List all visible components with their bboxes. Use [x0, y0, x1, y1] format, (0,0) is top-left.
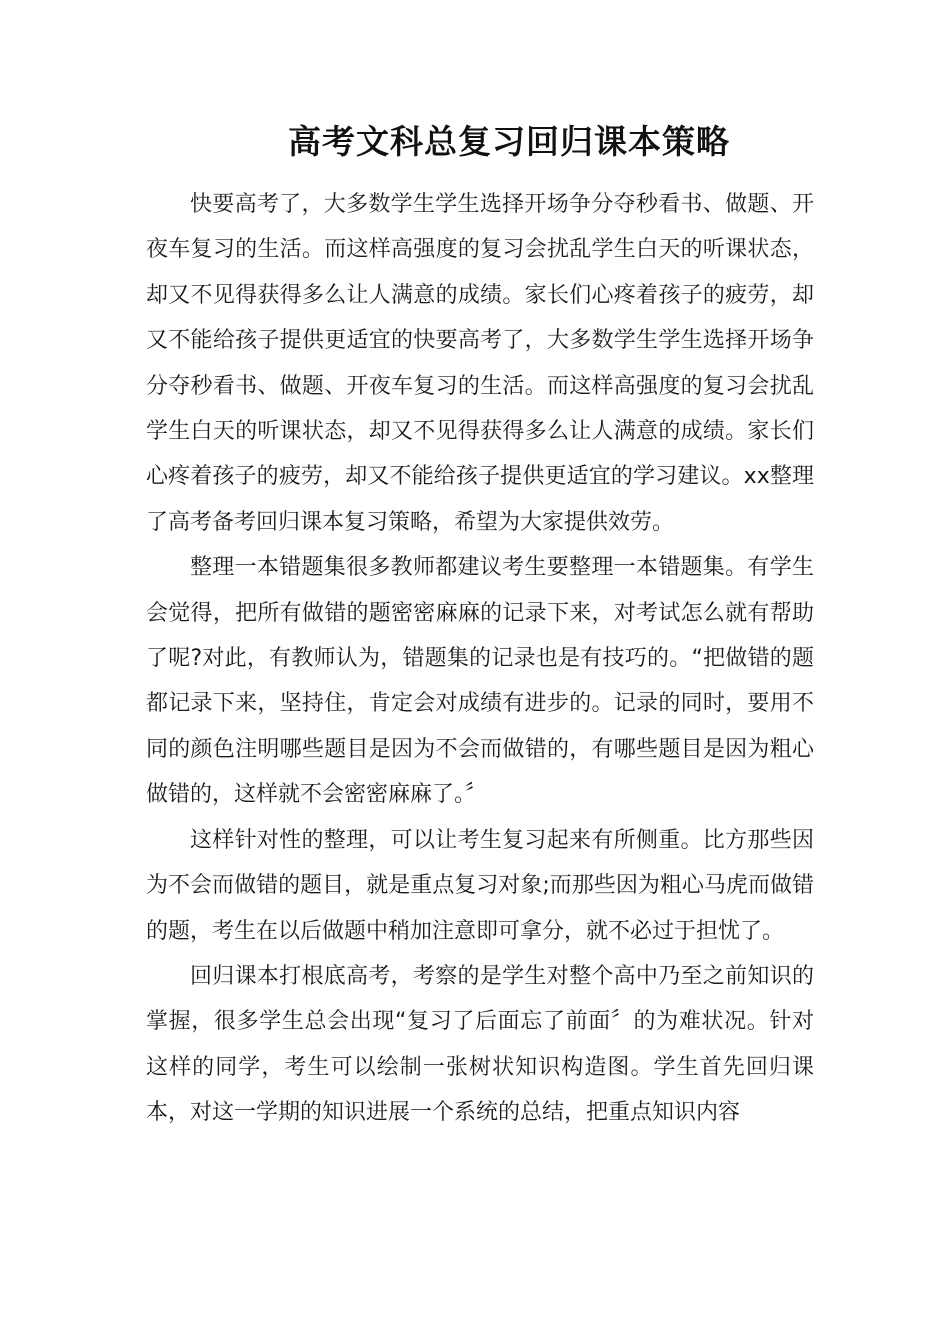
- document-body: [146, 182, 814, 1136]
- paragraph-intro: 快要高考了，大多数学生学生选择开场争分夺秒看书、做题、开夜车复习的生活。而这样高强度的复习会扰乱学生白天的听课状态，却又不见得获得多么让人满意的成绩。家长们心疼着孩子的疲劳，却又不能给孩子提供更适宜的快要高考了，大多数学生学生选择开场争分夺秒看书、做题、开夜车复习的生活。而这样高强度的复习会扰乱学生白天的听课状态，却又不见得获得多么让人满意的成绩。家长们心疼着孩子的疲劳，却又不能给孩子提供更适宜的学习建议。xx整理了高考备考回归课本复习策略，希望为大家提供效劳。: [146, 192, 814, 535]
- paragraph-targeted-review: 这样针对性的整理，可以让考生复习起来有所侧重。比方那些因为不会而做错的题目，就是重点复习对象;而那些因为粗心马虎而做错的题，考生在以后做题中稍加注意即可拿分，就不必过于担忧了。: [146, 827, 814, 944]
- document-title: 高考文科总复习回归课本策略: [288, 122, 730, 161]
- paragraph-back-to-textbook: 回归课本打根底高考，考察的是学生对整个高中乃至之前知识的掌握，很多学生总会出现“复习了后面忘了前面〞的为难状况。针对这样的同学，考生可以绘制一张树状知识构造图。学生首先回归课本，对这一学期的知识进展一个系统的总结，把重点知识内容: [146, 963, 814, 1126]
- paragraph-error-notebook: 整理一本错题集很多教师都建议考生要整理一本错题集。有学生会觉得，把所有做错的题密密麻麻的记录下来，对考试怎么就有帮助了呢?对此，有教师认为，错题集的记录也是有技巧的。“把做错的题都记录下来，坚持住，肯定会对成绩有进步的。记录的同时，要用不同的颜色注明哪些题目是因为不会而做错的，有哪些题目是因为粗心做错的，这样就不会密密麻麻了。〞: [146, 555, 814, 808]
